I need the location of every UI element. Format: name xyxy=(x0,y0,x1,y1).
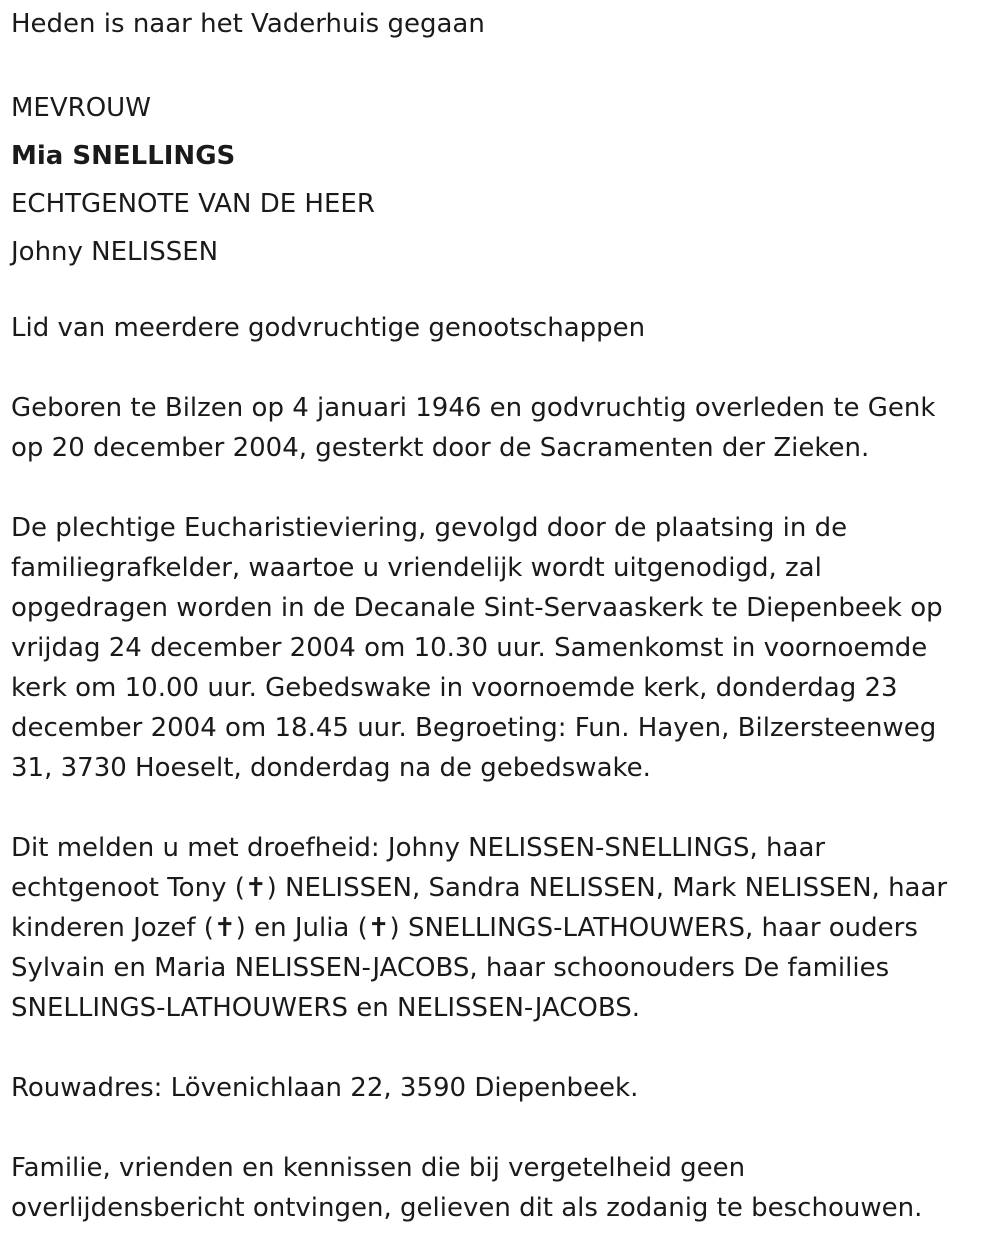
deceased-name: Mia SNELLINGS xyxy=(11,141,236,171)
paragraph-line: echtgenoot Tony (✝) NELISSEN, Sandra NELISSEN, Mark NELISSEN, haar xyxy=(11,873,948,903)
paragraph-line: december 2004 om 18.45 uur. Begroeting: Fun. Hayen, Bilzersteenweg xyxy=(11,713,937,743)
header-text: Heden is naar het Vaderhuis gegaan xyxy=(11,9,485,39)
address-text: Rouwadres: Lövenichlaan 22, 3590 Diepenbeek. xyxy=(11,1073,639,1103)
birth-death-paragraph xyxy=(11,388,981,468)
paragraph-line: Sylvain en Maria NELISSEN-JACOBS, haar schoonouders De families xyxy=(11,953,890,983)
name-block xyxy=(11,84,1000,276)
paragraph-line: kinderen Jozef (✝) en Julia (✝) SNELLINGS-LATHOUWERS, haar ouders xyxy=(11,913,918,943)
paragraph-line: Geboren te Bilzen op 4 januari 1946 en godvruchtig overleden te Genk xyxy=(11,393,936,423)
ceremony-paragraph xyxy=(11,508,981,788)
paragraph-line: 31, 3730 Hoeselt, donderdag na de gebedswake. xyxy=(11,753,651,783)
membership-text: Lid van meerdere godvruchtige genootschappen xyxy=(11,313,646,343)
paragraph-line: kerk om 10.00 uur. Gebedswake in voornoemde kerk, donderdag 23 xyxy=(11,673,898,703)
membership-paragraph xyxy=(11,308,981,348)
paragraph-line: opgedragen worden in de Decanale Sint-Servaaskerk te Diepenbeek op xyxy=(11,593,943,623)
paragraph-line: Dit melden u met droefheid: Johny NELISSEN-SNELLINGS, haar xyxy=(11,833,826,863)
paragraph-line: op 20 december 2004, gesterkt door de Sacramenten der Zieken. xyxy=(11,433,870,463)
paragraph-line: De plechtige Eucharistieviering, gevolgd door de plaatsing in de xyxy=(11,513,848,543)
paragraph-line: Familie, vrienden en kennissen die bij vergetelheid geen xyxy=(11,1153,746,1183)
title-text: MEVROUW xyxy=(11,93,151,123)
paragraph-line: overlijdensbericht ontvingen, gelieven dit als zodanig te beschouwen. xyxy=(11,1193,923,1223)
address-paragraph xyxy=(11,1068,981,1108)
paragraph-line: familiegrafkelder, waartoe u vriendelijk wordt uitgenodigd, zal xyxy=(11,553,822,583)
paragraph-line: vrijdag 24 december 2004 om 10.30 uur. Samenkomst in voornoemde xyxy=(11,633,928,663)
family-paragraph xyxy=(11,828,981,1028)
relation-text: ECHTGENOTE VAN DE HEER xyxy=(11,189,375,219)
paragraph-line: SNELLINGS-LATHOUWERS en NELISSEN-JACOBS. xyxy=(11,993,641,1023)
spouse-name: Johny NELISSEN xyxy=(11,237,219,267)
closing-paragraph xyxy=(11,1148,981,1228)
